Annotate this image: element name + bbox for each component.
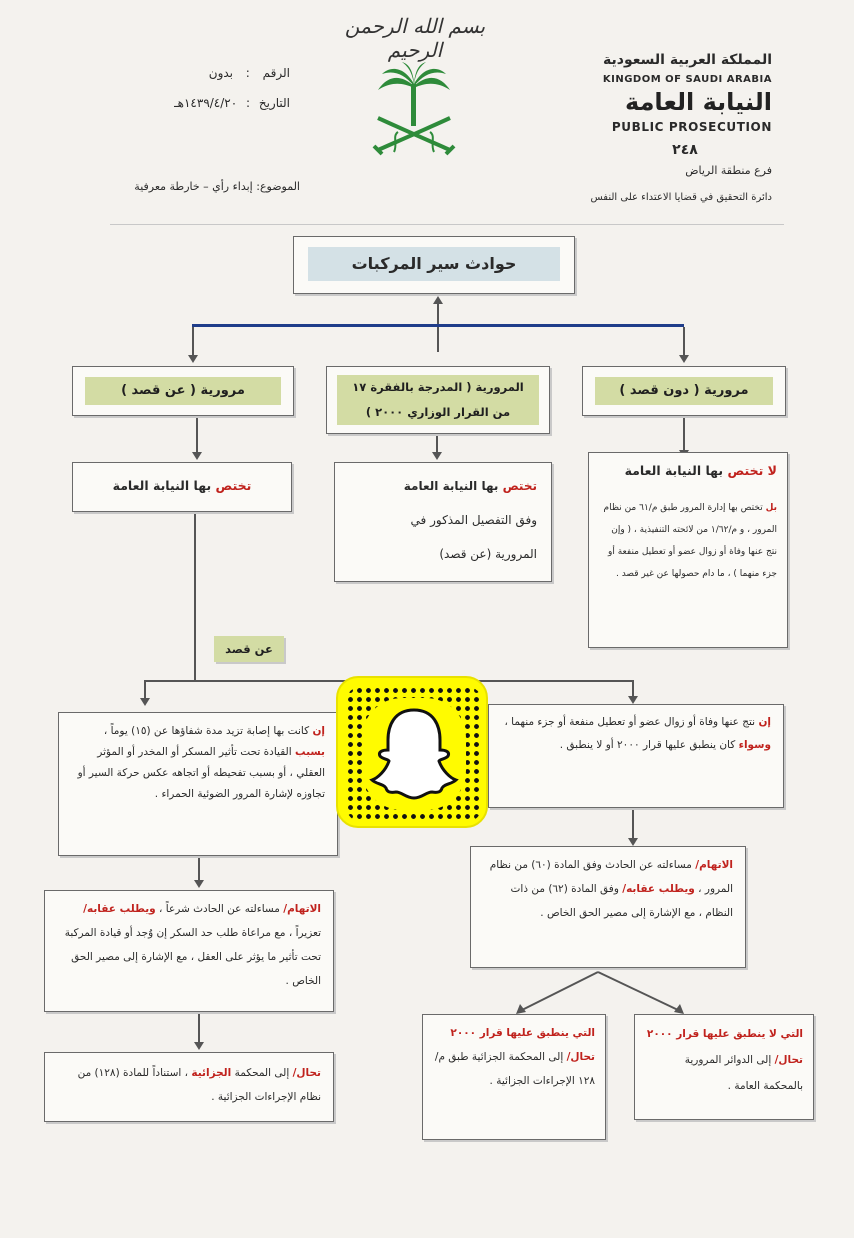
subject-value: إبداء رأي – خارطة معرفية [134, 180, 253, 193]
condition-death-red-2: وسواء [738, 739, 771, 751]
condition-injury-red-2: بسبب [294, 746, 325, 758]
referral-criminal [45, 1053, 333, 1117]
jurisdiction-listed-red: تختص [502, 479, 537, 493]
jurisdiction-intentional [73, 463, 291, 509]
condition-injury-text-1: كانت بها إصابة تزيد مدة شفاؤها عن (١٥) يوماً ، [103, 725, 313, 737]
saudi-emblem-icon [368, 62, 460, 158]
connector [683, 418, 685, 452]
referral-criminal-red-2: الجزائية [191, 1067, 232, 1079]
jurisdiction-unintentional-title [589, 453, 787, 483]
number-colon: : [245, 66, 250, 80]
jurisdiction-intentional-red: تختص [215, 478, 252, 493]
subject-label: الموضوع: [256, 180, 300, 193]
jurisdiction-intentional-box [72, 462, 292, 512]
number-value: بدون [208, 66, 233, 80]
jurisdiction-listed-rest: بها النيابة العامة [403, 479, 503, 493]
date-label: التاريخ [258, 96, 290, 110]
heading-intentional-box [72, 366, 294, 416]
snapcode-sticker [336, 676, 488, 828]
referral-criminal-text-2: ، استناداً للمادة (١٢٨) من نظام الإجراءات الجزائية . [77, 1067, 321, 1103]
heading-unintentional-box [582, 366, 786, 416]
referral-applies-red: التي ينطبق عليها قرار ٢٠٠٠ تحال/ [450, 1027, 595, 1063]
jurisdiction-unintentional-rest: بها النيابة العامة [624, 463, 728, 478]
jurisdiction-listed-box [334, 462, 552, 582]
date-line [120, 96, 290, 110]
title-connector [437, 304, 439, 352]
arrow-down-icon [628, 696, 638, 704]
heading-intentional: مرورية ( عن قصد ) [85, 377, 281, 405]
chart-title: حوادث سير المركبات [308, 247, 560, 281]
condition-injury-red: إن [312, 725, 325, 737]
accusation-intentional-box [44, 890, 334, 1012]
jurisdiction-unintentional-body-red: بل [765, 503, 777, 513]
condition-death-box [488, 704, 784, 808]
arrow-up-icon [433, 296, 443, 304]
number-line [150, 66, 290, 80]
heading-listed-line-2: من القرار الوزاري ٢٠٠٠ ) [365, 405, 511, 419]
accusation-intentional-text-2: تعزيراً ، مع مراعاة طلب حد السكر إن وُجد أو قيادة المركبة تحت تأثير ما يؤثر على العقل ، مع الإشارة إلى مصير الحق الخاص . [64, 927, 321, 987]
connector [144, 680, 146, 700]
date-colon: : [245, 96, 251, 110]
arrow-down-icon [679, 355, 689, 363]
jurisdiction-listed-line-1: وفق التفصيل المذكور في [410, 513, 537, 527]
referral-not-applies-text: إلى الدوائر المرورية بالمحكمة العامة . [684, 1054, 803, 1092]
jurisdiction-listed [335, 463, 551, 577]
referral-applies [423, 1015, 605, 1099]
referral-applies-text: إلى المحكمة الجزائية طبق م/١٢٨ الإجراءات الجزائية . [434, 1051, 595, 1087]
condition-injury-box [58, 712, 338, 856]
jurisdiction-unintentional-box [588, 452, 788, 648]
connector [196, 418, 198, 454]
referral-not-applies [635, 1015, 813, 1105]
arrow-down-icon [192, 452, 202, 460]
date-value: ١٤٣٩/٤/٢٠هـ [174, 96, 238, 110]
prosecution-name-english: PUBLIC PROSECUTION [611, 120, 772, 134]
connector [632, 810, 634, 840]
prosecution-name-arabic: النيابة العامة [625, 88, 772, 116]
branch-bar [192, 324, 684, 327]
accusation-traffic-text-2: وفق المادة (٦٢) من ذات النظام ، مع الإشارة إلى مصير الحق الخاص . [510, 883, 733, 919]
intent-tag: عن قصد [214, 636, 284, 662]
kingdom-name-english: KINGDOM OF SAUDI ARABIA [602, 74, 772, 85]
jurisdiction-listed-line-2: المرورية (عن قصد) [439, 547, 537, 561]
referral-criminal-text-1: إلى المحكمة [231, 1067, 293, 1079]
subject-line [100, 180, 300, 193]
condition-death [489, 705, 783, 765]
split-arrows [500, 968, 700, 1018]
condition-injury-text-2: القيادة تحت تأثير المسكر أو المخدر أو المؤثر العقلي ، أو بسبب تفحيطه أو اتجاهه عكس حركة السير أو تجاوزه لإشارة المرور الضوئية الحمراء . [77, 746, 325, 800]
chart-title-box [293, 236, 575, 294]
connector-left [192, 327, 194, 357]
jurisdiction-unintentional-red: لا تختص [727, 463, 777, 478]
accusation-traffic-red: الاتهام/ [695, 859, 733, 871]
arrow-down-icon [194, 1042, 204, 1050]
referral-not-applies-red: التي لا ينطبق عليها قرار ٢٠٠٠ تحال/ [646, 1028, 803, 1066]
connector [198, 1014, 200, 1044]
condition-death-red: إن [758, 716, 771, 728]
heading-unintentional: مرورية ( دون قصد ) [595, 377, 773, 405]
department-name: دائرة التحقيق في قضايا الاعتداء على النفس [590, 192, 772, 203]
arrow-down-icon [188, 355, 198, 363]
connector-right [683, 327, 685, 357]
jurisdiction-listed-title [349, 469, 537, 503]
arrow-down-icon [628, 838, 638, 846]
referral-criminal-red: تحال/ [292, 1067, 321, 1079]
arrow-down-icon [140, 698, 150, 706]
condition-death-text-2: كان ينطبق عليها قرار ٢٠٠٠ أو لا ينطبق . [559, 739, 739, 751]
accusation-traffic [471, 847, 745, 933]
arrow-down-icon [432, 452, 442, 460]
arrow-down-icon [194, 880, 204, 888]
jurisdiction-unintentional-body-text: تختص بها إدارة المرور طبق م/٦١ من نظام المرور ، و م/١/٦٢ من لائحته التنفيذية ، ( وإن نتج عنها وفاة أو زوال عضو أو تعطيل منفعة أو جزء منهما ) ، ما دام حصولها عن غير قصد . [603, 503, 777, 579]
accusation-traffic-text-1: مساءلته عن الحادث وفق المادة (٦٠) من نظام المرور ، [489, 859, 733, 895]
referral-criminal-box [44, 1052, 334, 1122]
branch-name: فرع منطقة الرياض [685, 164, 772, 177]
accusation-traffic-red-2: ويطلب عقابه/ [622, 883, 695, 895]
heading-listed-box [326, 366, 550, 434]
referral-not-applies-box [634, 1014, 814, 1120]
heading-listed [337, 375, 539, 425]
connector [198, 858, 200, 882]
number-label: الرقم [262, 66, 290, 80]
jurisdiction-unintentional-body [589, 483, 787, 591]
condition-injury [59, 713, 337, 813]
referral-applies-box [422, 1014, 606, 1140]
condition-death-text-1: نتج عنها وفاة أو زوال عضو أو تعطيل منفعة أو جزء منهما ، [504, 716, 759, 728]
header-separator [110, 224, 784, 225]
connector-intent [194, 514, 196, 680]
accusation-intentional [45, 891, 333, 1001]
accusation-traffic-box [470, 846, 746, 968]
accusation-intentional-red-2: ويطلب عقابه/ [83, 903, 156, 915]
accusation-intentional-red: الاتهام/ [283, 903, 321, 915]
accusation-intentional-text-1: مساءلته عن الحادث شرعاً ، [155, 903, 284, 915]
basmala: بسم الله الرحمن الرحيم [344, 14, 486, 62]
reference-number: ٢٤٨ [672, 142, 698, 158]
kingdom-name-arabic: المملكة العربية السعودية [603, 52, 772, 68]
heading-listed-line-1: المرورية ( المدرجة بالفقرة ١٧ [352, 380, 524, 394]
jurisdiction-intentional-rest: بها النيابة العامة [112, 478, 216, 493]
snapchat-ghost-icon [368, 704, 460, 804]
